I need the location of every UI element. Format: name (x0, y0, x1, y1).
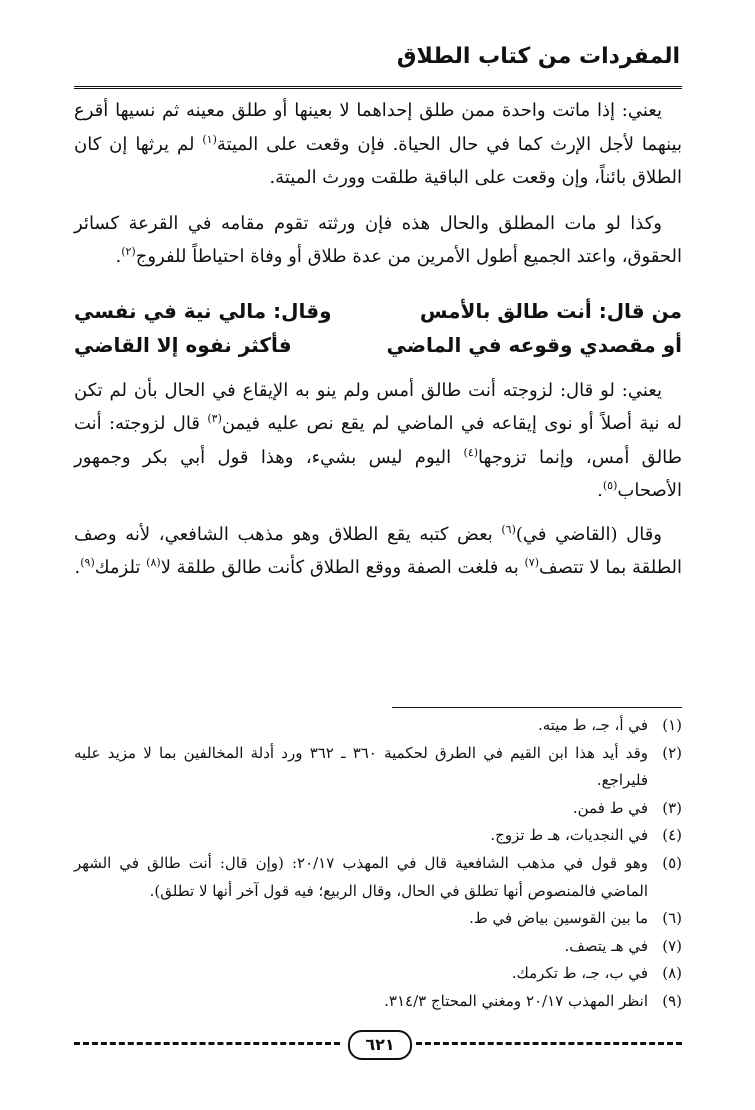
paragraph-lead: وكذا (630, 212, 662, 234)
text-run: بعض كتبه يقع الطلاق وهو مذهب الشافعي، لأنه وصف الطلقة بما لا تتصف (74, 523, 682, 578)
footnote-text: انظر المهذب ٢٠/١٧ ومغني المحتاج ٣١٤/٣. (384, 991, 648, 1010)
text-run: إذا ماتت واحدة ممن طلق إحداهما لا بعينها أو طلق معينه ثم نسيها أقرع بينهما لأجل الإرث كما في حال الحياة. فإن وقعت على الميتة (74, 100, 682, 155)
footnote-number: (٣) (662, 798, 682, 817)
footnote-ref: (٣) (207, 412, 222, 425)
text-run: قال لزوجته: أنت طالق أمس، وإنما تزوجها (74, 413, 682, 468)
footnote-item (74, 822, 682, 850)
footer-dash-right (416, 1042, 682, 1045)
chapter-title: المفردات من كتاب الطلاق (396, 44, 680, 69)
footnote-text: وقد أيد هذا ابن القيم في الطرق لحكمية ٣٦٠ ـ ٣٦٢ ورد أدلة المخالفين بما لا مزيد عليه فليراجع. (74, 743, 648, 790)
text-run: . (115, 246, 122, 267)
footnote-item (74, 712, 682, 740)
footnote-number: (٢) (662, 743, 682, 762)
footnote-ref: (٥) (602, 479, 618, 492)
verse-hemistich: من قال: أنت طالق بالأمس (419, 298, 682, 323)
poem-verse (74, 294, 682, 362)
text-run: تلزمك (94, 557, 147, 578)
footnote-text: في أ، جـ، ط ميته. (537, 716, 648, 734)
footnote-number: (٦) (662, 909, 682, 928)
footnote-ref: (١) (202, 132, 217, 146)
footnote-item (74, 988, 682, 1016)
page-header (74, 38, 682, 89)
footnote-number: (١) (662, 716, 682, 734)
footnote-ref: (٦) (501, 522, 516, 536)
verse-line (74, 328, 682, 362)
footnote-separator (392, 707, 682, 708)
footnote-number: (٥) (662, 853, 682, 872)
text-run: . (597, 480, 603, 501)
text-run: لو قال: لزوجته أنت طالق أمس ولم ينو به الإيقاع في الحال بأن لم تكن له نية أصلاً أو نوى إيقاعه في الماضي لم يقع نص عليه فيمن (74, 379, 682, 434)
footnote-number: (٨) (662, 964, 682, 983)
footnote-text: وهو قول في مذهب الشافعية قال في المهذب ٢٠/١٧: (وإن قال: أنت طالق في الشهر الماضي فالمنصوص أنها تطلق في الحال، وقال الربيع؛ فيه قول آخر أنها لا تطلق). (74, 853, 648, 900)
footnote-item (74, 795, 682, 823)
main-text (74, 94, 682, 585)
text-run: لم يرثها إن كان الطلاق بائناً، وإن وقعت على الباقية طلقت وورث الميتة. (74, 133, 682, 188)
footnote-text: في النجديات، هـ ط تزوج. (490, 826, 648, 845)
footnote-text: ما بين القوسين بياض في ط. (469, 909, 648, 928)
text-run: به فلغت الصفة ووقع الطلاق كأنت طالق طلقة لا (160, 557, 525, 578)
footnote-text: في ط فمن. (572, 798, 648, 817)
paragraph-1 (74, 94, 682, 195)
verse-line (74, 294, 682, 328)
page-footer (74, 1030, 682, 1060)
paragraph-lead: يعني: (621, 100, 662, 121)
footnote-item (74, 740, 682, 795)
footnote-text: في ب، جـ، ط تكرمك. (511, 964, 648, 983)
footer-dash-left (74, 1042, 340, 1045)
paragraph-2 (74, 207, 682, 274)
footnote-ref: (٧) (524, 556, 540, 569)
paragraph-4 (74, 518, 682, 585)
footnotes (74, 712, 682, 1016)
verse-hemistich: أو مقصدي وقوعه في الماضي (386, 332, 682, 357)
text-run: لو مات المطلق والحال هذه فإن ورثته تقوم مقامه في القرعة كسائر الحقوق، واعتد الجميع أطول الأمرين من عدة طلاق أو وفاة احتياطاً للفروج (74, 212, 682, 267)
paragraph-3 (74, 374, 682, 508)
paragraph-lead: وقال (626, 523, 662, 545)
footnote-ref: (٢) (121, 245, 136, 258)
text-run: . (74, 557, 81, 578)
footnote-item (74, 905, 682, 933)
footnote-item (74, 960, 682, 988)
footnote-text: في هـ يتصف. (564, 936, 648, 955)
footnote-item (74, 933, 682, 961)
text-run: اليوم ليس بشيء، وهذا قول أبي بكر وجمهور الأصحاب (74, 446, 682, 501)
verse-hemistich: وقال: مالي نية في نفسي (74, 298, 332, 323)
footnote-ref: (٩) (80, 556, 95, 569)
page-number: ٦٢١ (348, 1030, 412, 1060)
footnote-number: (٧) (662, 936, 682, 955)
paragraph-lead: يعني: (621, 379, 662, 401)
footnote-ref: (٤) (463, 445, 479, 459)
footnote-ref: (٨) (146, 556, 161, 569)
verse-hemistich: فأكثر نفوه إلا القاضي (74, 332, 292, 357)
footnote-item (74, 850, 682, 905)
footnote-number: (٤) (662, 826, 682, 845)
footnote-number: (٩) (662, 991, 682, 1010)
text-run: (القاضي في) (515, 523, 627, 545)
